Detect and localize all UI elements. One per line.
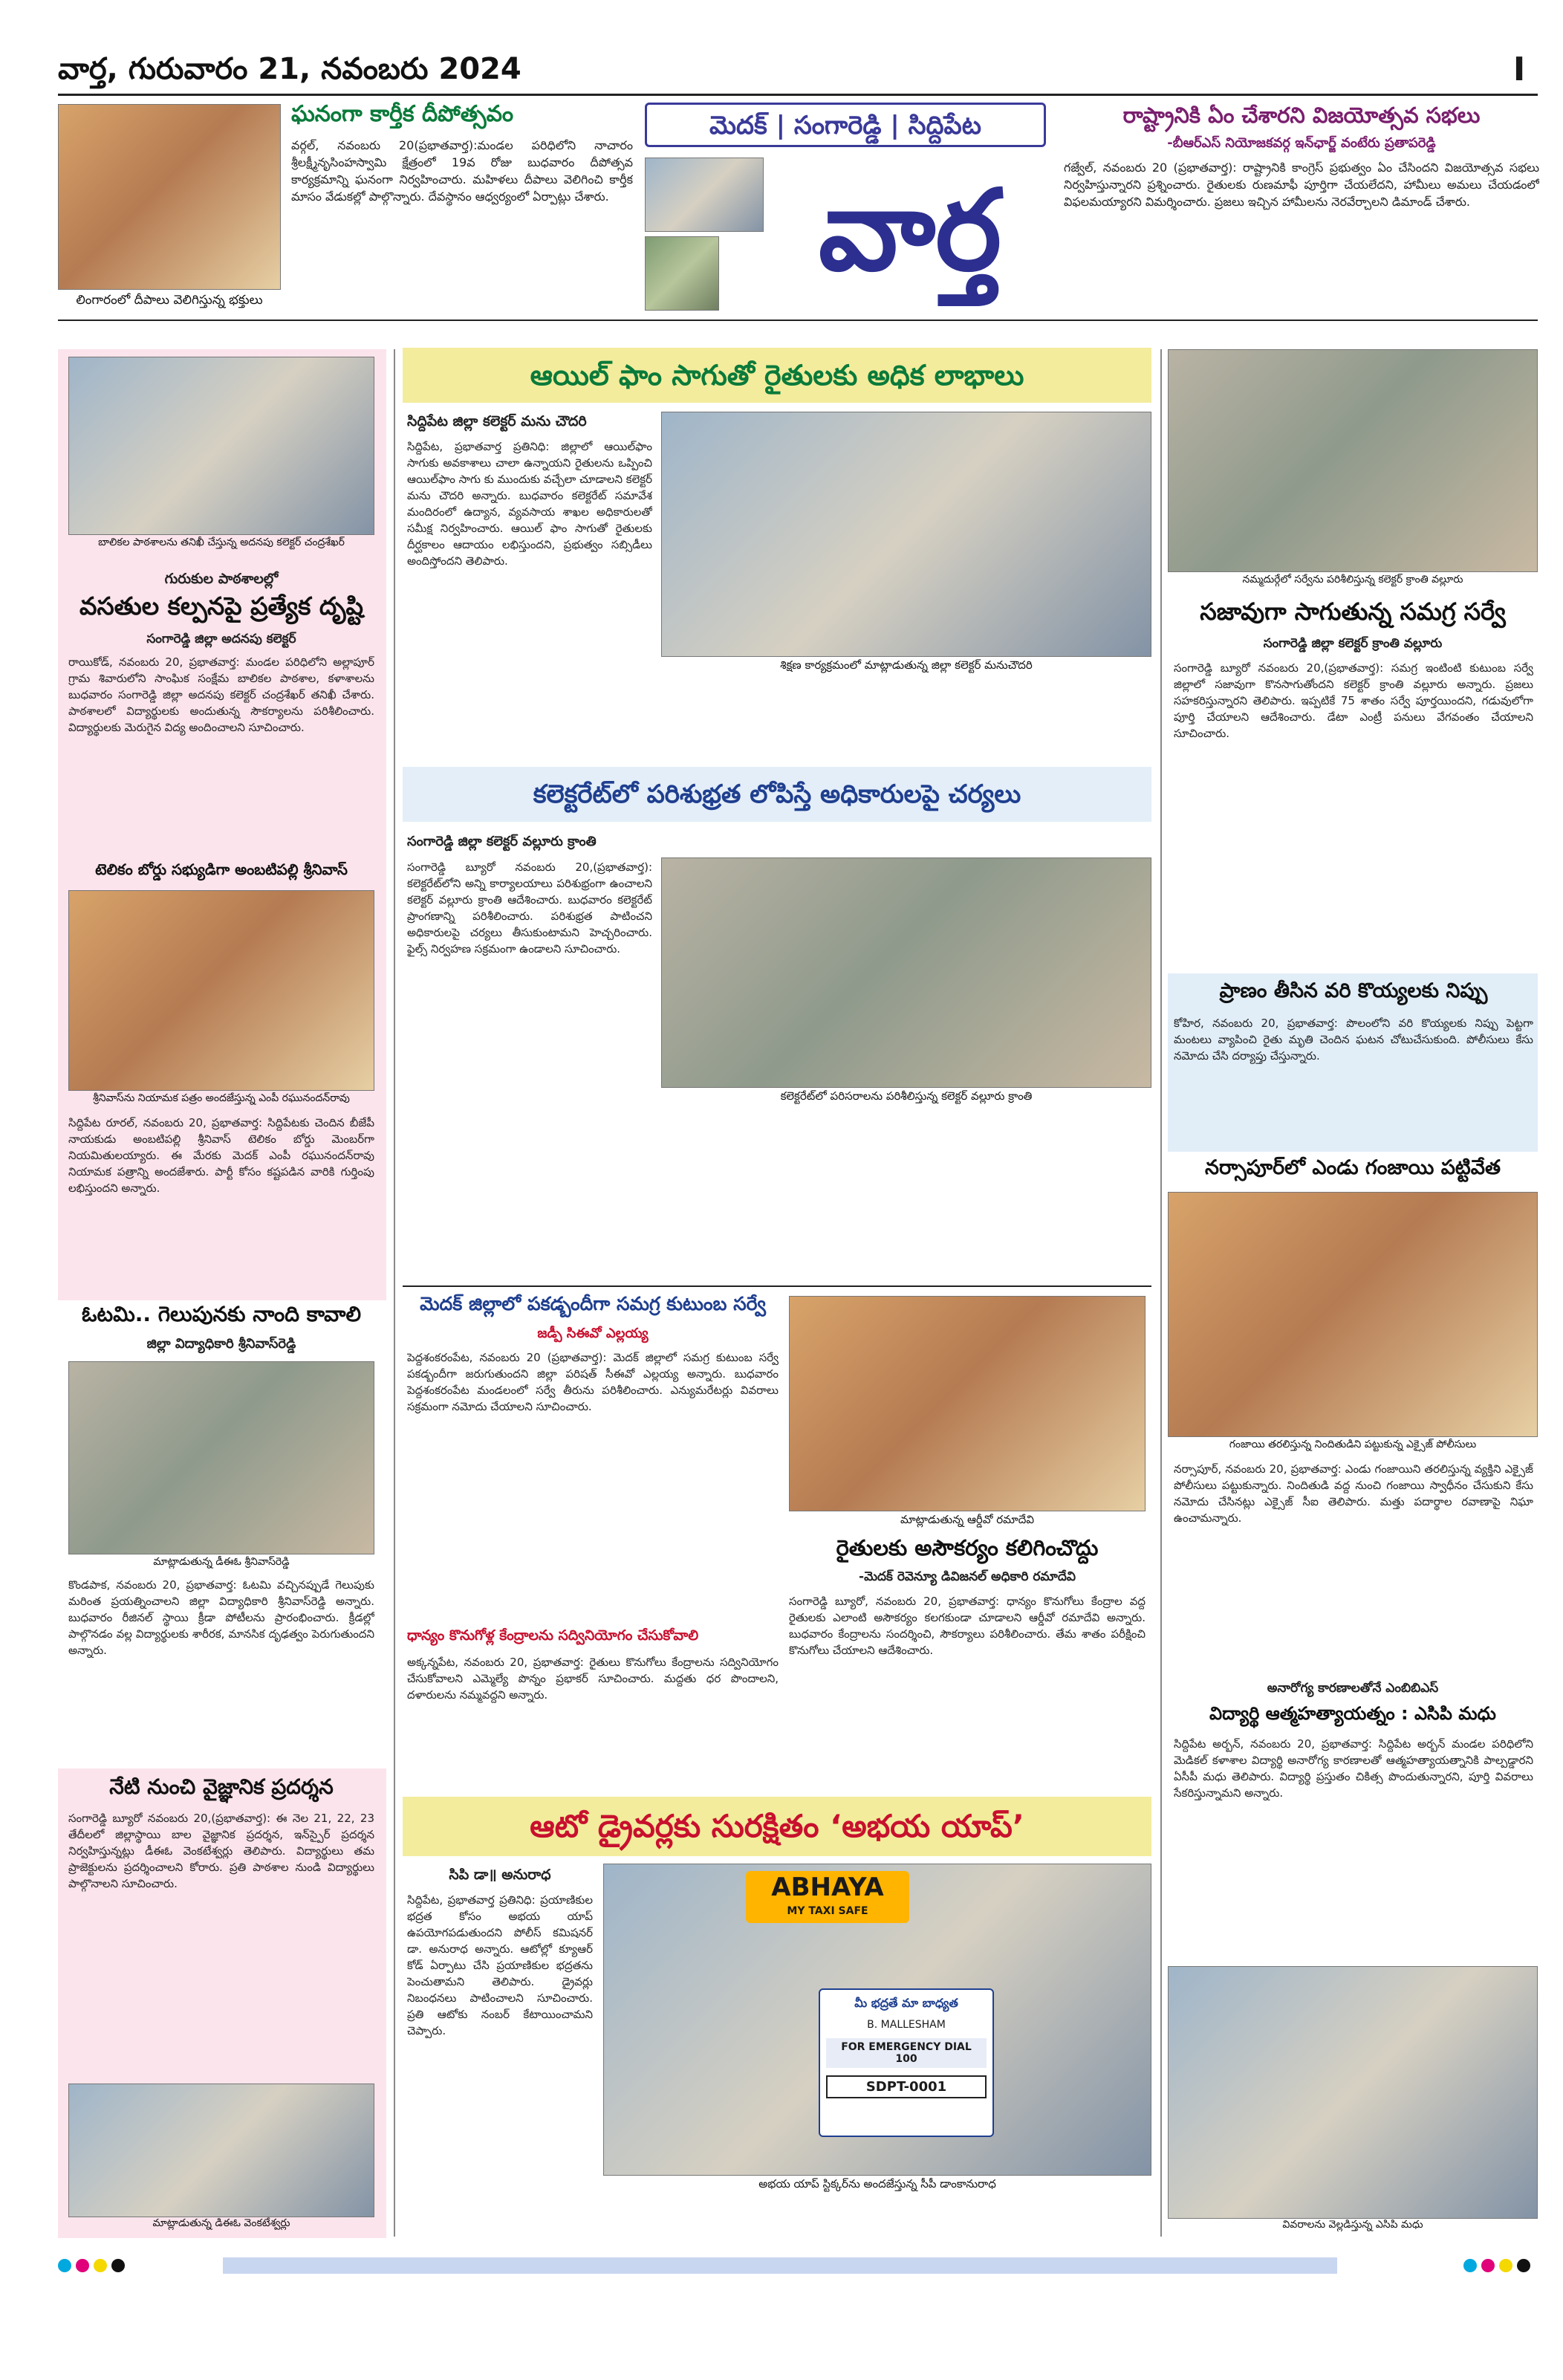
- edition-bar: మెదక్ | సంగారెడ్డి | సిద్దిపేట: [645, 103, 1046, 147]
- cleanliness-caption: కలెక్టరేట్‌లో పరిసరాలను పరిశీలిస్తున్న కలెక్టర్ వల్లూరు క్రాంతి: [661, 1089, 1151, 1107]
- cleanliness-body: సంగారెడ్డి బ్యూరో నవంబరు 20,(ప్రభాతవార్త): కలెక్టరేట్‌లోని అన్ని కార్యాలయాలు పరిశుభ్రంగా ఉంచాలని కలెక్టర్ వల్లూరు క్రాంతి ఆదేశించారు. బుధవారం కలెక్టరేట్ ప్రాంగణాన్ని పరిశీలించారు. పరిశుభ్రత పాటించని అధికారులపై చర్యలు తీసుకుంటామని హెచ్చరించారు. ఫైల్స్ నిర్వహణ సక్రమంగా ఉండాలని సూచించారు.: [407, 860, 652, 956]
- samagra-caption: నమ్మదుర్గేలో సర్వేను పరిశీలిస్తున్న కలెక్టర్ క్రాంతి వల్లూరు: [1168, 574, 1538, 591]
- bangle-kicker: గురుకుల పాఠశాలల్లో: [164, 571, 279, 587]
- telikom-photo: [68, 890, 374, 1091]
- ganja-body: నర్సాపూర్, నవంబరు 20, ప్రభాతవార్త: ఎండు గంజాయిని తరలిస్తున్న వ్యక్తిని ఎక్సైజ్ పోలీసులు పట్టుకున్నారు. నిందితుడి వద్ద నుంచి గంజాయి స్వాధీనం చేసుకుని కేసు నమోదు చేసినట్లు ఎక్సైజ్ సీఐ తెలిపారు. మత్తు పదార్థాల రవాణాపై నిఘా ఉంచామన్నారు.: [1174, 1462, 1533, 1525]
- reg-dot-black: [111, 2259, 125, 2272]
- farmers-sub: -మెదక్ రెవెన్యూ డివిజనల్ అధికారి రమాదేవి: [859, 1569, 1076, 1584]
- oilpalm-caption: శిక్షణ కార్యక్రమంలో మాట్లాడుతున్న జిల్లా కలెక్టర్ మనుచౌదరి: [661, 658, 1151, 676]
- oilpalm-sub: సిద్దిపేట జిల్లా కలెక్టర్ మను చౌదరి: [407, 413, 587, 429]
- karthika-caption: లింగారంలో దీపాలు వెలిగిస్తున్న భక్తులు: [58, 293, 281, 311]
- otami-headline: ఓటమి.. గెలుపునకు నాంది కావాలి: [81, 1302, 362, 1326]
- student-caption: వివరాలను వెల్లడిస్తున్న ఎసిపి మధు: [1168, 2219, 1538, 2237]
- ganja-headline: నర్సాపూర్‌లో ఎండు గంజాయి పట్టివేత: [1205, 1156, 1501, 1179]
- oilpalm-photo: [661, 412, 1151, 657]
- cleanliness-headline: కలెక్టరేట్‌లో పరిశుభ్రత లోపిస్తే అధికారులపై చర్యలు: [403, 767, 1151, 822]
- karthika-headline: ఘనంగా కార్తీక దీపోత్సవం: [291, 101, 514, 127]
- col-divider-left: [394, 349, 395, 2237]
- col-divider-right: [1160, 349, 1162, 2237]
- karthika-photo: [58, 104, 281, 290]
- ganja-caption: గంజాయి తరలిస్తున్న నిందితుడిని పట్టుకున్న ఎక్సైజ్ పోలీసులు: [1168, 1439, 1538, 1456]
- medak-survey-body: పెద్దశంకరంపేట, నవంబరు 20 (ప్రభాతవార్త): మెదక్ జిల్లాలో సమగ్ర కుటుంబ సర్వే పకడ్బందీగా జరుగుతుందని జిల్లా పరిషత్ సీఈవో ఎల్లయ్య అన్నారు. బుధవారం పెద్దశంకరంపేట మండలంలో సర్వే తీరును పరిశీలించారు. ఎన్యుమరేటర్లు వివరాలు సక్రమంగా నమోదు చేయాలని సూచించారు.: [407, 1351, 779, 1413]
- science-caption: మాట్లాడుతున్న డిఈఓ వెంకటేశ్వర్లు: [152, 2217, 290, 2229]
- cleanliness-sub: సంగారెడ్డి జిల్లా కలెక్టర్ వల్లూరు క్రాంతి: [407, 834, 597, 849]
- otami-sub: జిల్లా విద్యాధికారి శ్రీనివాస్‌రెడ్డి: [146, 1336, 296, 1352]
- abhaya-card-title: మీ భద్రతే మా బాధ్యత: [854, 1996, 958, 2010]
- oilpalm-body: సిద్దిపేట, ప్రభాతవార్త ప్రతినిధి: జిల్లాలో ఆయిల్‌ఫాం సాగుకు అవకాశాలు చాలా ఉన్నాయని రైతులను ఒప్పించి ఆయిల్‌ఫాం సాగు కు ముందుకు వచ్చేలా చూడాలని కలెక్టర్ మను చౌదరి అన్నారు. బుధవారం కలెక్టరేట్ సమావేశ మందిరంలో ఉద్యాన, వ్యవసాయ శాఖల అధికారులతో సమీక్ష నిర్వహించారు. ఆయిల్ ఫాం సాగుతో రైతులకు దీర్ఘకాలం ఆదాయం లభిస్తుందని, ప్రభుత్వం సబ్సిడీలు అందిస్తోందని తెలిపారు.: [407, 440, 652, 568]
- dateline: వార్త, గురువారం 21, నవంబరు 2024: [58, 52, 521, 86]
- abhaya-banner-sub: MY TAXI SAFE: [787, 1905, 868, 1917]
- bangle-photo: [68, 357, 374, 535]
- farmers-headline: రైతులకు అసౌకర్యం కలిగించొద్దు: [836, 1535, 1099, 1560]
- science-headline: నేటి నుంచి వైజ్ఞానిక ప్రదర్శన: [109, 1774, 334, 1799]
- reg-dot-magenta: [76, 2259, 89, 2272]
- otami-caption: మాట్లాడుతున్న డీఈఓ శ్రీనివాస్‌రెడ్డి: [68, 1556, 374, 1574]
- student-body: సిద్దిపేట అర్బన్, నవంబరు 20, ప్రభాతవార్త: సిద్దిపేట అర్బన్ మండల పరిధిలోని మెడికల్ కళాశాల విద్యార్థి అనారోగ్య కారణాలతో ఆత్మహత్యాయత్నానికి పాల్పడ్డారని ఏసీపీ మధు తెలిపారు. విద్యార్థి ప్రస్తుతం చికిత్స పొందుతున్నారని, పూర్తి వివరాలు సేకరిస్తున్నామని అన్నారు.: [1174, 1737, 1533, 1800]
- brand-logo: వార్త: [818, 165, 1002, 296]
- otami-photo: [68, 1361, 374, 1554]
- student-photo: [1168, 1966, 1538, 2219]
- reg-dot-black-right: [1517, 2259, 1530, 2272]
- dhanyam-body: అక్కన్నపేట, నవంబరు 20, ప్రభాతవార్త: రైతులు కొనుగోలు కేంద్రాలను సద్వినియోగం చేసుకోవాలని ఎమ్మెల్యే పొన్నం ప్రభాకర్ సూచించారు. మద్దతు ధర పొందాలని, దళారులను నమ్మవద్దని అన్నారు.: [407, 1656, 779, 1702]
- science-photo: [68, 2084, 374, 2217]
- telikom-headline: టెలికం బోర్డు సభ్యుడిగా అంబటిపల్లి శ్రీనివాస్: [95, 860, 348, 878]
- dhanyam-headline: ధాన్యం కొనుగోళ్ల కేంద్రాలను సద్వినియోగం చేసుకోవాలి: [407, 1627, 699, 1644]
- abhaya-sub: సిపి డా॥ అనురాధ: [449, 1867, 551, 1883]
- reg-dot-yellow: [94, 2259, 107, 2272]
- masthead-photo-2: [645, 236, 719, 311]
- masthead-bottom-rule: [58, 320, 1538, 321]
- bangle-headline: వసతుల కల్పనపై ప్రత్యేక దృష్టి: [79, 591, 364, 620]
- telikom-caption: శ్రీనివాస్‌ను నియామక పత్రం అందజేస్తున్న ఎంపీ రఘునందన్‌రావు: [93, 1092, 350, 1104]
- medak-survey-headline: మెదక్ జిల్లాలో పకడ్బందీగా సమగ్ర కుటుంబ సర్వే: [420, 1293, 766, 1314]
- science-body: సంగారెడ్డి బ్యూరో నవంబరు 20,(ప్రభాతవార్త): ఈ నెల 21, 22, 23 తేదీలలో జిల్లాస్థాయి బాల వైజ్ఞానిక ప్రదర్శన, ఇన్‌స్పైర్ ప్రదర్శన నిర్వహిస్తున్నట్లు డీఈఓ వెంకటేశ్వర్లు తెలిపారు. విద్యార్థులు తమ ప్రాజెక్టులను ప్రదర్శించాలని కోరారు. ప్రతి పాఠశాల నుండి విద్యార్థులు పాల్గొనాలని సూచించారు.: [68, 1812, 374, 1890]
- reg-dot-cyan: [58, 2259, 71, 2272]
- pranam-body: కోహిర, నవంబరు 20, ప్రభాతవార్త: పొలంలోని వరి కొయ్యలకు నిప్పు పెట్టగా మంటలు వ్యాపించి రైతు మృతి చెందిన ఘటన చోటుచేసుకుంది. పోలీసులు కేసు నమోదు చేసి దర్యాప్తు చేస్తున్నారు.: [1174, 1016, 1533, 1063]
- medak-survey-sub: జడ్పీ సిఈవో ఎల్లయ్య: [537, 1326, 649, 1341]
- abhaya-body: సిద్దిపేట, ప్రభాతవార్త ప్రతినిధి: ప్రయాణికుల భద్రత కోసం అభయ యాప్ ఉపయోగపడుతుందని పోలీస్ కమిషనర్ డా. అనురాధ అన్నారు. ఆటోల్లో క్యూఆర్ కోడ్ ఏర్పాటు చేసి ప్రయాణికుల భద్రతను పెంచుతామని తెలిపారు. డ్రైవర్లు నిబంధనలు పాటించాలని సూచించారు. ప్రతి ఆటోకు నంబర్ కేటాయించామని చెప్పారు.: [407, 1893, 593, 2037]
- student-kicker: అనారోగ్య కారణాలతోనే ఎంబిబిఎస్: [1267, 1681, 1439, 1696]
- reg-dot-magenta-right: [1481, 2259, 1495, 2272]
- oilpalm-headline: ఆయిల్ ఫాం సాగుతో రైతులకు అధిక లాభాలు: [403, 348, 1151, 403]
- samagra-photo: [1168, 349, 1538, 572]
- abhaya-card-emergency: FOR EMERGENCY DIAL 100: [826, 2038, 987, 2068]
- top-rule: [58, 94, 1538, 96]
- cleanliness-photo: [661, 857, 1151, 1088]
- abhaya-caption: అభయ యాప్ స్టిక్కర్‌ను అందజేస్తున్న సీపీ డాంకానురాధ: [603, 2177, 1151, 2195]
- registration-strip: [223, 2257, 1337, 2274]
- vijayotsava-headline: రాష్ట్రానికి ఏం చేశారని విజయోత్సవ సభలు: [1122, 103, 1481, 128]
- pranam-headline: ప్రాణం తీసిన వరి కొయ్యలకు నిప్పు: [1219, 979, 1488, 1002]
- bangle-sub: సంగారెడ్డి జిల్లా అదనపు కలెక్టర్: [146, 632, 296, 646]
- student-headline: విద్యార్థి ఆత్మహత్యాయత్నం : ఎసిపి మధు: [1209, 1703, 1496, 1724]
- abhaya-banner-text: ABHAYA: [771, 1872, 884, 1902]
- center-rule-1: [403, 1285, 1151, 1287]
- abhaya-card-code: SDPT-0001: [826, 2075, 987, 2098]
- bangle-caption: బాలికల పాఠశాలను తనిఖీ చేస్తున్న అదనపు కలెక్టర్ చంద్రశేఖర్: [98, 536, 345, 548]
- samagra-headline: సజావుగా సాగుతున్న సమగ్ర సర్వే: [1200, 597, 1506, 626]
- farmers-photo: [789, 1296, 1146, 1511]
- page-number: I: [1512, 51, 1526, 88]
- masthead-photo-1: [645, 158, 764, 232]
- abhaya-banner: [746, 1871, 909, 1923]
- karthika-body: వర్గల్, నవంబరు 20(ప్రభాతవార్త):మండల పరిధిలోని నాచారం శ్రీలక్ష్మీనృసింహస్వామి క్షేత్రంలో 19వ రోజు బుధవారం దీపోత్సవ కార్యక్రమాన్ని ఘనంగా నిర్వహించారు. మహిళలు దీపాలు వెలిగించి కార్తీక మాసం వేడుకల్లో పాల్గొన్నారు. దేవస్థానం ఆధ్వర్యంలో ఏర్పాట్లు చేశారు.: [291, 138, 633, 204]
- reg-dot-yellow-right: [1499, 2259, 1512, 2272]
- telikom-body: సిద్దిపేట రూరల్, నవంబరు 20, ప్రభాతవార్త: సిద్దిపేటకు చెందిన బీజేపీ నాయకుడు అంబటిపల్లి శ్రీనివాస్ టెలికం బోర్డు మెంబర్‌గా నియమితులయ్యారు. ఈ మేరకు మెదక్ ఎంపీ రఘునందన్‌రావు నియామక పత్రాన్ని అందజేశారు. పార్టీ కోసం కష్టపడిన వారికి గుర్తింపు లభిస్తుందని అన్నారు.: [68, 1116, 374, 1195]
- vijayotsava-body: గజ్వేల్, నవంబరు 20 (ప్రభాతవార్త): రాష్ట్రానికి కాంగ్రెస్ ప్రభుత్వం ఏం చేసిందని విజయోత్సవ సభలు నిర్వహిస్తున్నారని ప్రశ్నించారు. రైతులకు రుణమాఫీ పూర్తిగా చేయలేదని, హామీలు అమలు చేయడంలో విఫలమయ్యారని విమర్శించారు. ప్రజలు ఇచ్చిన హామీలను నెరవేర్చాలని డిమాండ్ చేశారు.: [1064, 160, 1539, 209]
- bangle-body: రాయికోడ్, నవంబరు 20, ప్రభాతవార్త: మండల పరిధిలోని అల్లాపూర్ గ్రామ శివారులోని సాంఘిక సంక్షేమ బాలికల పాఠశాల, కళాశాలను బుధవారం సంగారెడ్డి జిల్లా అదనపు కలెక్టర్ చంద్రశేఖర్ తనిఖీ చేశారు. పాఠశాలలో విద్యార్థులకు అందుతున్న సౌకర్యాలను పరిశీలించారు. విద్యార్థులకు మెరుగైన విద్య అందించాలని సూచించారు.: [68, 655, 374, 734]
- abhaya-card: [819, 1988, 994, 2137]
- reg-dot-cyan-right: [1463, 2259, 1477, 2272]
- vijayotsava-subtitle: -బీఆర్ఎస్ నియోజకవర్గ ఇన్‌ఛార్జ్ వంటేరు ప్రతాపరెడ్డి: [1167, 135, 1436, 151]
- farmers-body: సంగారెడ్డి బ్యూరో, నవంబరు 20, ప్రభాతవార్త: ధాన్యం కొనుగోలు కేంద్రాల వద్ద రైతులకు ఎలాంటి అసౌకర్యం కలగకుండా చూడాలని ఆర్డీవో రమాదేవి అన్నారు. బుధవారం కేంద్రాలను సందర్శించి, సౌకర్యాలు పరిశీలించారు. తేమ శాతం పరీక్షించి కొనుగోలు చేయాలని ఆదేశించారు.: [789, 1595, 1146, 1657]
- samagra-sub: సంగారెడ్డి జిల్లా కలెక్టర్ క్రాంతి వల్లూరు: [1263, 636, 1443, 651]
- abhaya-headline: ఆటో డ్రైవర్లకు సురక్షితం ‘అభయ యాప్’: [403, 1797, 1151, 1856]
- otami-body: కొండపాక, నవంబరు 20, ప్రభాతవార్త: ఓటమి వచ్చినప్పుడే గెలుపుకు మరింత ప్రయత్నించాలని జిల్లా విద్యాధికారి శ్రీనివాస్‌రెడ్డి అన్నారు. బుధవారం రీజినల్ స్థాయి క్రీడా పోటీలను ప్రారంభించారు. క్రీడల్లో పాల్గొనడం వల్ల విద్యార్థులకు శారీరక, మానసిక దృఢత్వం పెరుగుతుందని అన్నారు.: [68, 1578, 374, 1657]
- ganja-photo: [1168, 1192, 1538, 1437]
- samagra-body: సంగారెడ్డి బ్యూరో నవంబరు 20,(ప్రభాతవార్త): సమగ్ర ఇంటింటి కుటుంబ సర్వే జిల్లాలో సజావుగా కొనసాగుతోందని కలెక్టర్ క్రాంతి వల్లూరు అన్నారు. ప్రజలు సహకరిస్తున్నారని తెలిపారు. ఇప్పటికే 75 శాతం సర్వే పూర్తయిందని, గడువులోగా పూర్తి చేయాలని ఆదేశించారు. డేటా ఎంట్రీ పనులు వేగవంతం చేయాలని సూచించారు.: [1174, 661, 1533, 740]
- farmers-caption: మాట్లాడుతున్న ఆర్డీవో రమాదేవి: [789, 1513, 1146, 1531]
- abhaya-card-name: B. MALLESHAM: [867, 2019, 946, 2031]
